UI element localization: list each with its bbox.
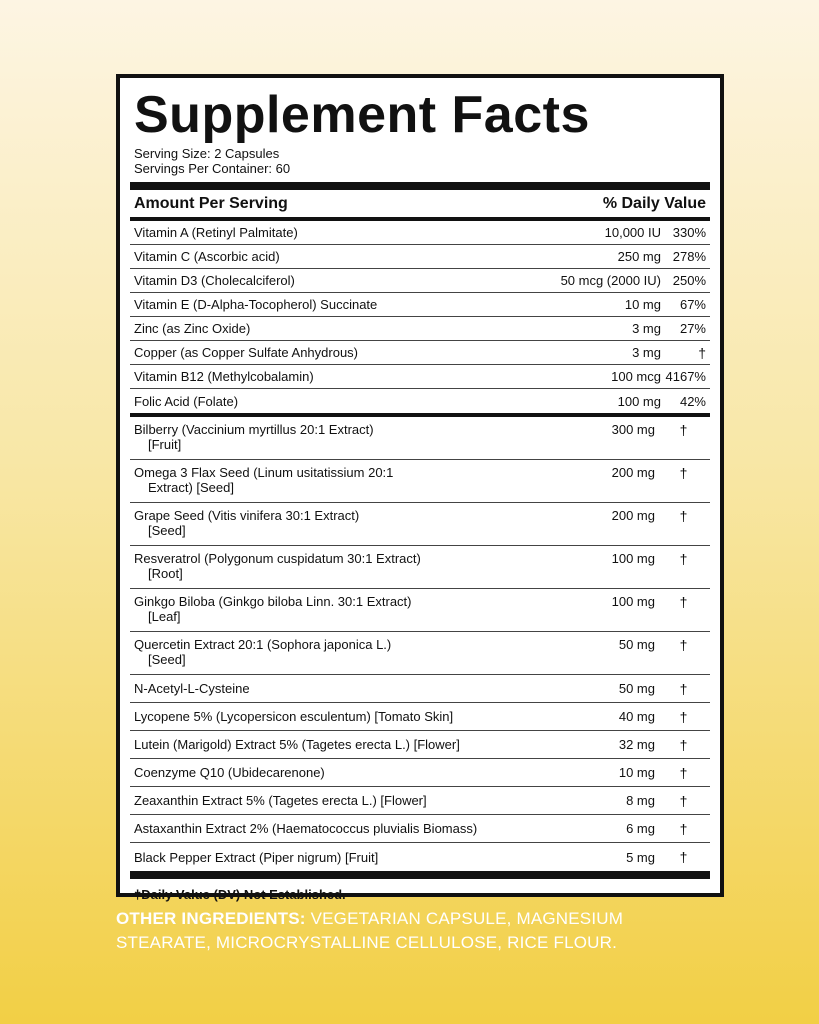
table-row <box>130 460 710 503</box>
ingredient-name: Folic Acid (Folate) <box>134 393 239 409</box>
ingredient-name: Ginkgo Biloba (Ginkgo biloba Linn. 30:1 Extract) [Leaf] <box>134 594 412 624</box>
thick-divider <box>130 871 710 879</box>
supplement-facts-panel <box>116 74 724 902</box>
ingredient-name: Resveratrol (Polygonum cuspidatum 30:1 Extract) [Root] <box>134 551 421 581</box>
ingredient-name: Quercetin Extract 20:1 (Sophora japonica L.) [Seed] <box>134 637 392 667</box>
column-header <box>130 190 710 217</box>
table-row <box>130 341 710 365</box>
ingredient-dv: 67% <box>679 297 706 312</box>
ingredient-name: Vitamin D3 (Cholecalciferol) <box>134 273 295 288</box>
ingredient-amount: 100 mg <box>611 551 655 566</box>
amount-per-serving-header: Amount Per Serving <box>134 194 288 212</box>
ingredient-amount: 10 mg <box>618 765 655 780</box>
ingredient-amount: 10,000 IU <box>604 225 661 240</box>
ingredient-dv: 4167% <box>665 369 706 384</box>
ingredient-name: Black Pepper Extract (Piper nigrum) [Fruit] <box>134 849 379 865</box>
ingredient-name: Coenzyme Q10 (Ubidecarenone) <box>134 765 325 780</box>
table-row <box>130 269 710 293</box>
table-row <box>130 503 710 546</box>
ingredient-amount: 3 mg <box>632 321 661 336</box>
ingredient-name: Vitamin B12 (Methylcobalamin) <box>134 369 314 384</box>
ingredient-dv: † <box>679 508 688 524</box>
ingredient-dv: 250% <box>672 273 706 288</box>
ingredient-name: Grape Seed (Vitis vinifera 30:1 Extract) [Seed] <box>134 508 360 538</box>
table-row <box>130 759 710 787</box>
ingredient-dv: † <box>679 680 688 697</box>
ingredient-amount: 40 mg <box>618 709 655 724</box>
footnote: †Daily Value (DV) Not Established. <box>134 887 346 902</box>
ingredient-amount: 3 mg <box>632 345 661 360</box>
ingredient-dv: † <box>679 736 688 753</box>
ingredient-dv: † <box>679 465 688 481</box>
table-row <box>130 417 710 460</box>
ingredient-dv: † <box>679 820 688 837</box>
ingredient-name: Bilberry (Vaccinium myrtillus 20:1 Extract) [Fruit] <box>134 422 374 452</box>
servings-per-container: Servings Per Container: 60 <box>134 161 291 176</box>
other-ingredients <box>116 907 716 955</box>
ingredient-amount: 6 mg <box>626 821 655 836</box>
ingredient-dv: † <box>679 551 688 567</box>
ingredient-dv: † <box>679 594 688 610</box>
ingredient-name: Copper (as Copper Sulfate Anhydrous) <box>134 345 359 360</box>
ingredient-dv: † <box>679 708 688 725</box>
ingredient-amount: 50 mg <box>618 681 655 696</box>
table-row <box>130 731 710 759</box>
ingredient-amount: 250 mg <box>617 249 661 264</box>
ingredient-dv: † <box>679 764 688 781</box>
ingredient-amount: 100 mg <box>617 393 661 409</box>
panel-title: Supplement Facts <box>134 86 590 144</box>
ingredient-amount: 50 mcg (2000 IU) <box>560 273 661 288</box>
table-row <box>130 632 710 675</box>
ingredient-name: Astaxanthin Extract 2% (Haematococcus pluvialis Biomass) <box>134 821 478 836</box>
ingredient-dv: 278% <box>672 249 706 264</box>
table-row <box>130 389 710 413</box>
ingredient-name: Lycopene 5% (Lycopersicon esculentum) [Tomato Skin] <box>134 709 454 724</box>
daily-value-header: % Daily Value <box>602 194 706 212</box>
table-row <box>130 589 710 632</box>
table-row <box>130 317 710 341</box>
table-row <box>130 245 710 269</box>
ingredient-dv: † <box>679 792 688 809</box>
ingredient-amount: 5 mg <box>626 849 655 865</box>
vitamins-section <box>130 221 710 413</box>
ingredient-name: Vitamin A (Retinyl Palmitate) <box>134 225 298 240</box>
ingredient-dv: 330% <box>672 225 706 240</box>
table-row <box>130 843 710 871</box>
table-row <box>130 675 710 703</box>
ingredient-name: Vitamin C (Ascorbic acid) <box>134 249 280 264</box>
ingredient-name: N-Acetyl-L-Cysteine <box>134 681 250 696</box>
ingredient-amount: 10 mg <box>624 297 661 312</box>
ingredient-name: Zeaxanthin Extract 5% (Tagetes erecta L.) [Flower] <box>134 793 427 808</box>
other-ingredients-text: VEGETARIAN CAPSULE, MAGNESIUM STEARATE, MICROCRYSTALLINE CELLULOSE, RICE FLOUR. <box>116 909 624 952</box>
ingredient-name: Lutein (Marigold) Extract 5% (Tagetes erecta L.) [Flower] <box>134 737 460 752</box>
table-row <box>130 787 710 815</box>
ingredient-amount: 100 mcg <box>611 369 661 384</box>
ingredient-name: Vitamin E (D-Alpha-Tocopherol) Succinate <box>134 297 378 312</box>
ingredient-name: Zinc (as Zinc Oxide) <box>134 321 251 336</box>
others-section <box>130 675 710 871</box>
ingredient-amount: 300 mg <box>611 422 655 437</box>
table-row <box>130 703 710 731</box>
ingredient-dv: † <box>679 637 688 653</box>
ingredient-amount: 50 mg <box>618 637 655 652</box>
table-row <box>130 365 710 389</box>
ingredient-dv: 27% <box>679 321 706 336</box>
table-row <box>130 546 710 589</box>
ingredient-amount: 100 mg <box>611 594 655 609</box>
ingredient-amount: 8 mg <box>626 793 655 808</box>
table-row <box>130 293 710 317</box>
ingredient-name: Omega 3 Flax Seed (Linum usitatissium 20:1 Extract) [Seed] <box>134 465 394 495</box>
ingredient-dv: † <box>698 344 706 361</box>
ingredient-amount: 200 mg <box>611 465 655 480</box>
thick-divider <box>130 182 710 190</box>
botanicals-section <box>130 417 710 675</box>
table-row <box>130 221 710 245</box>
ingredient-amount: 200 mg <box>611 508 655 523</box>
ingredient-dv: † <box>679 422 688 438</box>
other-ingredients-label: OTHER INGREDIENTS: <box>116 909 306 928</box>
serving-size: Serving Size: 2 Capsules <box>134 146 280 161</box>
ingredient-dv: 42% <box>679 393 706 409</box>
ingredient-dv: † <box>679 849 688 865</box>
ingredient-amount: 32 mg <box>618 737 655 752</box>
table-row <box>130 815 710 843</box>
